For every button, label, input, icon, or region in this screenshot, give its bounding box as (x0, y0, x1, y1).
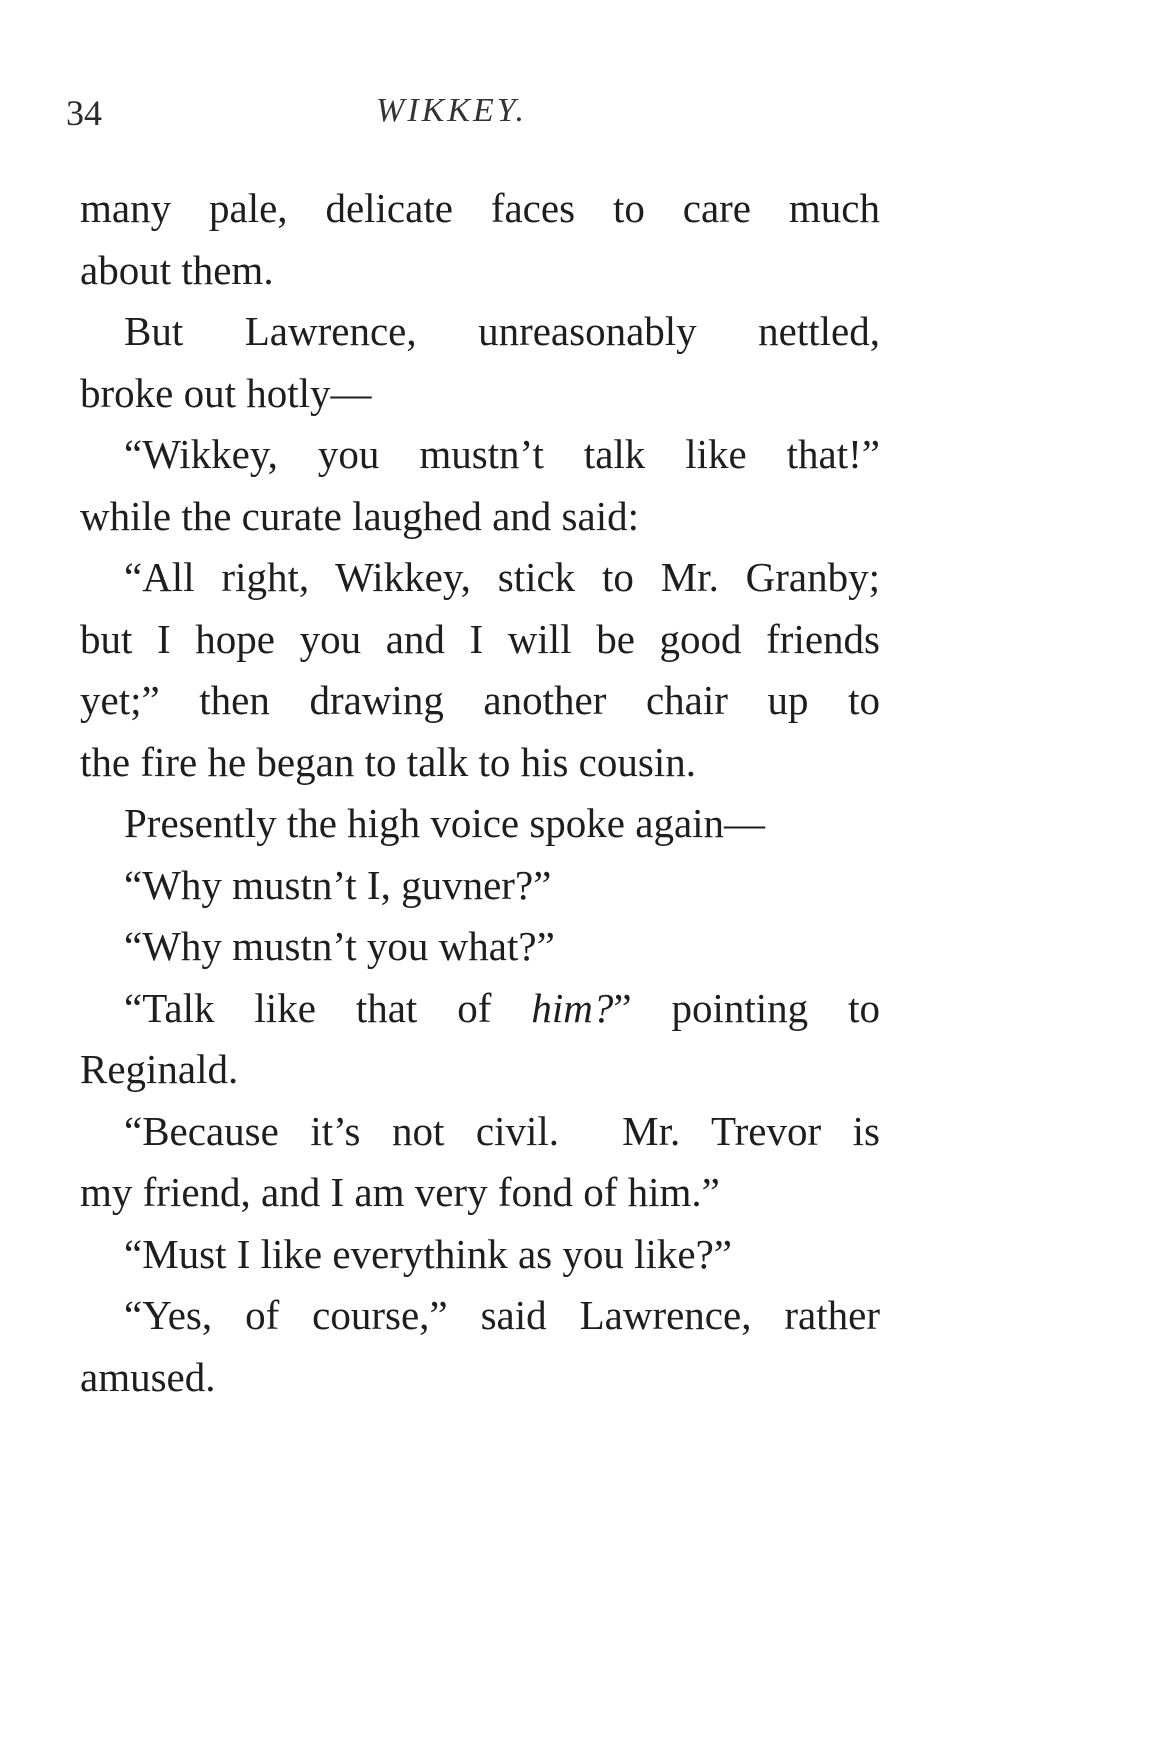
text-line: Presently the high voice spoke again— (124, 800, 766, 846)
text-line: “Because it’s not civil. Mr. Trevor is (124, 1107, 880, 1154)
paragraph (80, 1101, 880, 1224)
text-line: “Wikkey, you mustn’t talk like that!” (124, 431, 880, 477)
body-text (80, 178, 880, 1408)
text-run: ” pointing to (613, 984, 880, 1031)
text-line: about them. (80, 246, 274, 293)
paragraph (80, 178, 880, 301)
text-line (80, 978, 880, 1040)
text-line: “Why mustn’t I, guvner?” (124, 861, 552, 908)
text-line: “All right, Wikkey, stick to Mr. Granby; (124, 554, 880, 600)
paragraph (80, 978, 880, 1101)
paragraph (80, 424, 880, 547)
page-number: 34 (66, 93, 102, 133)
paragraph (80, 301, 880, 424)
text-line: many pale, delicate faces to care much (80, 185, 880, 231)
text-line: “Why mustn’t you what?” (124, 923, 555, 969)
paragraph (80, 916, 880, 978)
paragraph (80, 1285, 880, 1408)
running-head: WIKKEY. (376, 92, 528, 129)
text-line: the fire he began to talk to his cousin. (80, 738, 696, 785)
text-line: my friend, and I am very fond of him.” (80, 1169, 720, 1215)
paragraph (80, 855, 880, 917)
text-line: amused. (80, 1353, 216, 1400)
text-line: yet;” then drawing another chair up to (80, 677, 880, 723)
text-run: “Talk like that of (124, 984, 532, 1031)
text-line: Reginald. (80, 1046, 239, 1092)
paragraph (80, 547, 880, 793)
text-line: But Lawrence, unreasonably nettled, (124, 308, 880, 354)
text-line: but I hope you and I will be good friends (80, 615, 880, 662)
paragraph (80, 793, 880, 855)
text-line: broke out hotly— (80, 369, 372, 416)
text-line: while the curate laughed and said: (80, 492, 639, 539)
page-header (66, 92, 876, 142)
text-line: “Yes, of course,” said Lawrence, rather (124, 1292, 880, 1338)
text-line: “Must I like everythink as you like?” (124, 1230, 732, 1277)
emphasis: him? (531, 984, 614, 1031)
paragraph (80, 1224, 880, 1286)
